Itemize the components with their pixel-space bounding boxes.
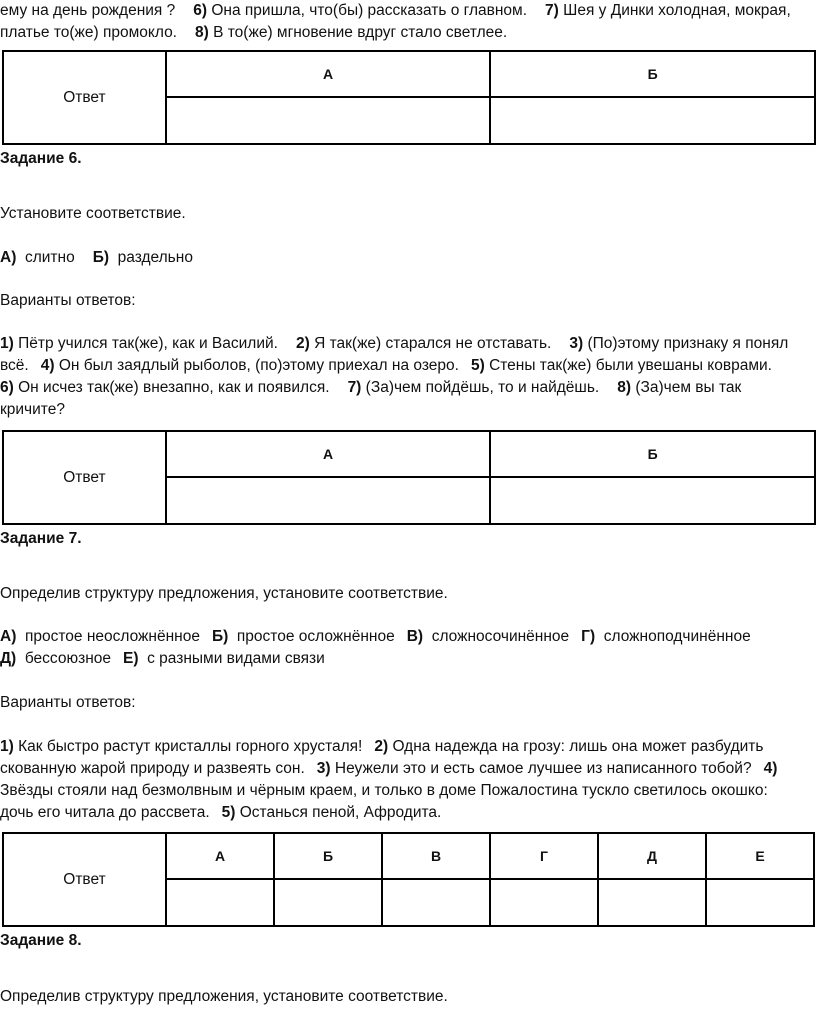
text: Шея у Динки холодная, мокрая, bbox=[563, 2, 791, 19]
options-line bbox=[0, 648, 816, 670]
item-text: Я так(же) старался не отставать. bbox=[314, 335, 552, 352]
column-header: А bbox=[166, 833, 274, 879]
answer-cell[interactable] bbox=[382, 879, 490, 926]
item-number: 8) bbox=[195, 24, 209, 41]
option-text: слитно bbox=[24, 249, 75, 266]
variants-line bbox=[0, 758, 816, 780]
variants-line bbox=[0, 780, 816, 802]
item-text: Он был заядлый рыболов, (по)этому приехал на озеро. bbox=[58, 357, 459, 374]
item-number: 6) bbox=[193, 2, 208, 19]
item-number: 8) bbox=[617, 379, 632, 396]
options-line bbox=[0, 247, 816, 269]
task-title: Задание 8. bbox=[0, 932, 82, 949]
option-key: Г) bbox=[581, 628, 596, 645]
item-text: кричите? bbox=[0, 401, 65, 418]
column-header: А bbox=[166, 51, 491, 97]
item-text: всё. bbox=[0, 357, 29, 374]
item-text: Одна надежда на грозу: лишь она может разбудить bbox=[392, 738, 764, 755]
column-header: Г bbox=[490, 833, 598, 879]
options-line bbox=[0, 626, 816, 648]
option-key: А) bbox=[0, 628, 17, 645]
answer-label: Ответ bbox=[3, 833, 166, 926]
answer-cell[interactable] bbox=[490, 97, 815, 144]
item-text: (По)этому признаку я понял bbox=[587, 335, 789, 352]
text: В то(же) мгновение вдруг стало светлее. bbox=[213, 24, 508, 41]
variants-label: Варианты ответов: bbox=[0, 292, 136, 309]
option-text: раздельно bbox=[117, 249, 193, 266]
item-text: (За)чем пойдёшь, то и найдёшь. bbox=[365, 379, 600, 396]
option-text: простое неосложнённое bbox=[24, 628, 200, 645]
answer-cell[interactable] bbox=[598, 879, 706, 926]
column-header: Е bbox=[706, 833, 814, 879]
item-text: Пётр учился так(же), как и Василий. bbox=[18, 335, 278, 352]
answer-table-3 bbox=[2, 832, 815, 927]
item-number: 4) bbox=[40, 357, 55, 374]
intro-line-2 bbox=[0, 22, 816, 44]
option-key: Д) bbox=[0, 650, 17, 667]
text: ему на день рождения ? bbox=[0, 2, 176, 19]
answer-label: Ответ bbox=[3, 51, 166, 144]
column-header: В bbox=[382, 833, 490, 879]
item-number: 7) bbox=[545, 2, 559, 19]
variants-list bbox=[0, 333, 816, 421]
option-key: Б) bbox=[211, 628, 229, 645]
item-number: 3) bbox=[316, 760, 331, 777]
item-text: Останься пеной, Афродита. bbox=[239, 804, 442, 821]
option-text: бессоюзное bbox=[24, 650, 111, 667]
text: платье то(же) промокло. bbox=[0, 24, 177, 41]
intro-text bbox=[0, 0, 816, 44]
item-number: 5) bbox=[221, 804, 236, 821]
answer-cell[interactable] bbox=[706, 879, 814, 926]
item-number: 6) bbox=[0, 379, 14, 396]
column-header: Д bbox=[598, 833, 706, 879]
item-text: Неужели это и есть самое лучшее из написанного тобой? bbox=[334, 760, 752, 777]
intro-line-1 bbox=[0, 0, 816, 22]
answer-cell[interactable] bbox=[274, 879, 382, 926]
option-key: Б) bbox=[92, 249, 110, 266]
item-number: 2) bbox=[374, 738, 389, 755]
option-key: В) bbox=[406, 628, 424, 645]
answer-table-1 bbox=[2, 50, 816, 145]
item-number: 4) bbox=[763, 760, 778, 777]
option-text: с разными видами связи bbox=[147, 650, 325, 667]
answer-cell[interactable] bbox=[166, 879, 274, 926]
item-text: дочь его читала до рассвета. bbox=[0, 804, 210, 821]
variants-label: Варианты ответов: bbox=[0, 694, 136, 711]
task-title: Задание 6. bbox=[0, 150, 82, 167]
task-instruction: Установите соответствие. bbox=[0, 205, 186, 222]
item-text: (За)чем вы так bbox=[635, 379, 742, 396]
answer-cell[interactable] bbox=[490, 879, 598, 926]
variants-list bbox=[0, 736, 816, 824]
variants-line bbox=[0, 333, 816, 355]
option-key: Е) bbox=[123, 650, 139, 667]
answer-label: Ответ bbox=[3, 431, 166, 524]
item-number: 2) bbox=[295, 335, 310, 352]
option-key: А) bbox=[0, 249, 17, 266]
option-text: сложноподчинённое bbox=[603, 628, 751, 645]
item-text: Звёзды стояли над безмолвным и чёрным краем, и только в доме Пожалостина тускло светилось окошко: bbox=[0, 782, 768, 799]
column-header: А bbox=[166, 431, 491, 477]
item-text: Он исчез так(же) внезапно, как и появился. bbox=[18, 379, 330, 396]
task-instruction: Определив структуру предложения, установите соответствие. bbox=[0, 988, 448, 1005]
column-header: Б bbox=[490, 431, 815, 477]
column-header: Б bbox=[274, 833, 382, 879]
answer-table-2 bbox=[2, 430, 816, 525]
variants-line bbox=[0, 399, 816, 421]
options-list bbox=[0, 626, 816, 670]
item-text: Как быстро растут кристаллы горного хрусталя! bbox=[18, 738, 363, 755]
answer-cell[interactable] bbox=[490, 477, 815, 524]
item-number: 7) bbox=[347, 379, 362, 396]
task-title: Задание 7. bbox=[0, 530, 82, 547]
column-header: Б bbox=[490, 51, 815, 97]
item-text: Стены так(же) были увешаны коврами. bbox=[489, 357, 772, 374]
answer-cell[interactable] bbox=[166, 477, 491, 524]
item-number: 1) bbox=[0, 738, 14, 755]
item-text: скованную жарой природу и развеять сон. bbox=[0, 760, 305, 777]
item-number: 5) bbox=[470, 357, 485, 374]
variants-line bbox=[0, 802, 816, 824]
task-instruction: Определив структуру предложения, установите соответствие. bbox=[0, 585, 448, 602]
item-number: 3) bbox=[569, 335, 584, 352]
variants-line bbox=[0, 736, 816, 758]
text: Она пришла, что(бы) рассказать о главном. bbox=[211, 2, 528, 19]
answer-cell[interactable] bbox=[166, 97, 491, 144]
option-text: сложносочинённое bbox=[431, 628, 570, 645]
item-number: 1) bbox=[0, 335, 14, 352]
variants-line bbox=[0, 377, 816, 399]
variants-line bbox=[0, 355, 816, 377]
option-text: простое осложнённое bbox=[236, 628, 395, 645]
